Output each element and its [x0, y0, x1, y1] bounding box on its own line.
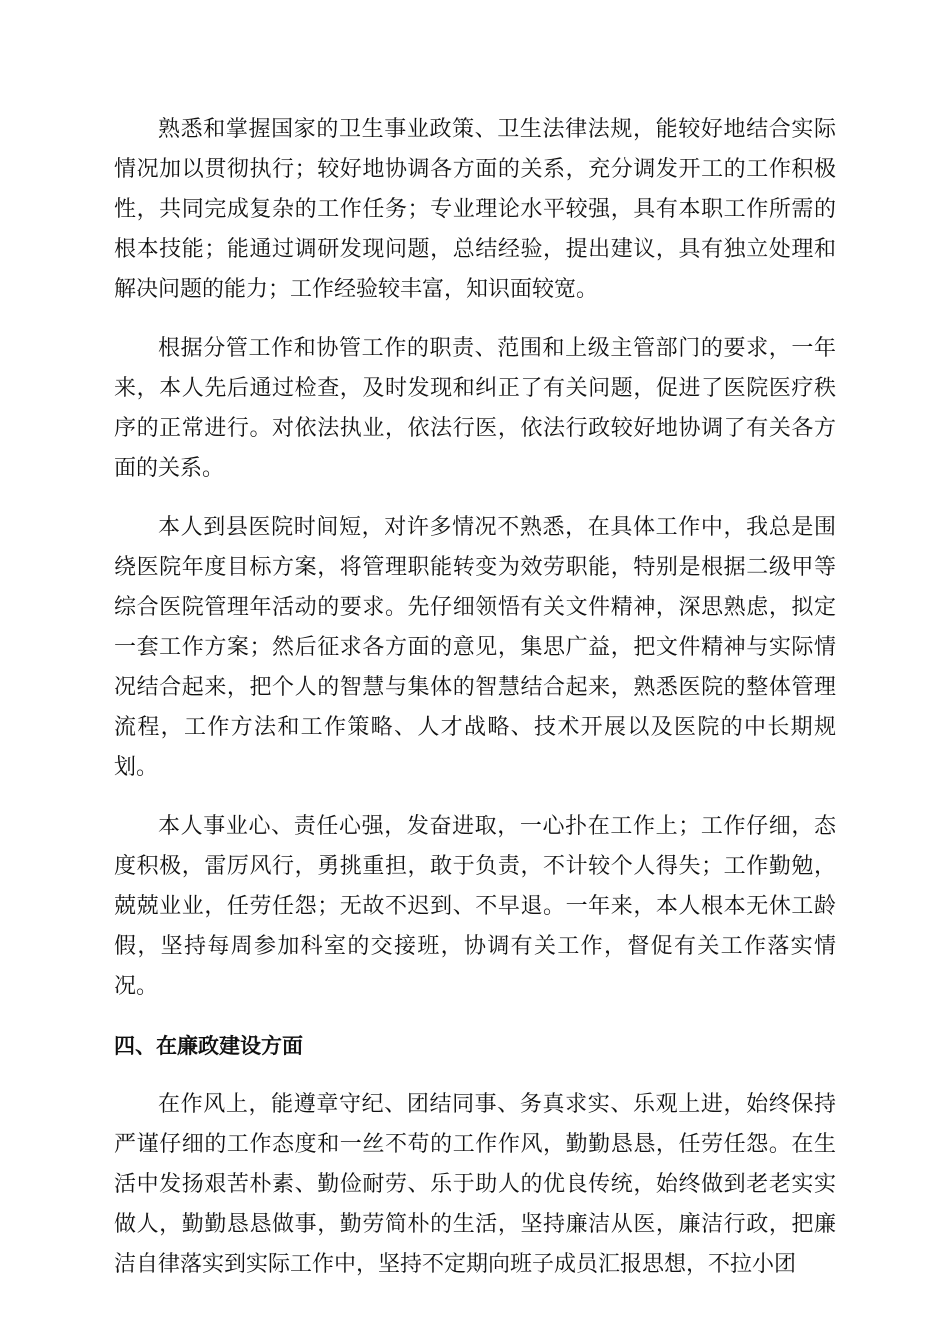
paragraph-1: 熟悉和掌握国家的卫生事业政策、卫生法律法规，能较好地结合实际情况加以贯彻执行；较好地协调各方面的关系，充分调发开工的工作积极性，共同完成复杂的工作任务；专业理论水平较强，具有本职工作所需的根本技能；能通过调研发现问题，总结经验，提出建议，具有独立处理和解决问题的能力；工作经验较丰富，知识面较宽。: [114, 117, 836, 302]
section-paragraph: 在作风上，能遵章守纪、团结同事、务真求实、乐观上进，始终保持严谨仔细的工作态度和一丝不苟的工作作风，勤勤恳恳，任劳任怨。在生活中发扬艰苦朴素、勤俭耐劳、乐于助人的优良传统，始终做到老老实实做人，勤勤恳恳做事，勤劳简朴的生活，坚持廉洁从医，廉洁行政，把廉洁自律落实到实际工作中，坚持不定期向班子成员汇报思想，不拉小团: [114, 1092, 836, 1277]
paragraph-4: 本人事业心、责任心强，发奋进取，一心扑在工作上；工作仔细，态度积极，雷厉风行，勇挑重担，敢于负责，不计较个人得失；工作勤勉，兢兢业业，任劳任怨；无故不迟到、不早退。一年来，本人根本无休工龄假，坚持每周参加科室的交接班，协调有关工作，督促有关工作落实情况。: [114, 814, 836, 999]
document-page: [114, 110, 836, 1304]
paragraph-2: 根据分管工作和协管工作的职责、范围和上级主管部门的要求，一年来，本人先后通过检查，及时发现和纠正了有关问题，促进了医院医疗秩序的正常进行。对依法执业，依法行医，依法行政较好地协调了有关各方面的关系。: [114, 336, 836, 481]
section-heading: 四、在廉政建设方面: [114, 1034, 303, 1058]
paragraph-3: 本人到县医院时间短，对许多情况不熟悉，在具体工作中，我总是围绕医院年度目标方案，将管理职能转变为效劳职能，特别是根据二级甲等综合医院管理年活动的要求。先仔细领悟有关文件精神，深思熟虑，拟定一套工作方案；然后征求各方面的意见，集思广益，把文件精神与实际情况结合起来，把个人的智慧与集体的智慧结合起来，熟悉医院的整体管理流程，工作方法和工作策略、人才战略、技术开展以及医院的中长期规划。: [114, 515, 836, 780]
